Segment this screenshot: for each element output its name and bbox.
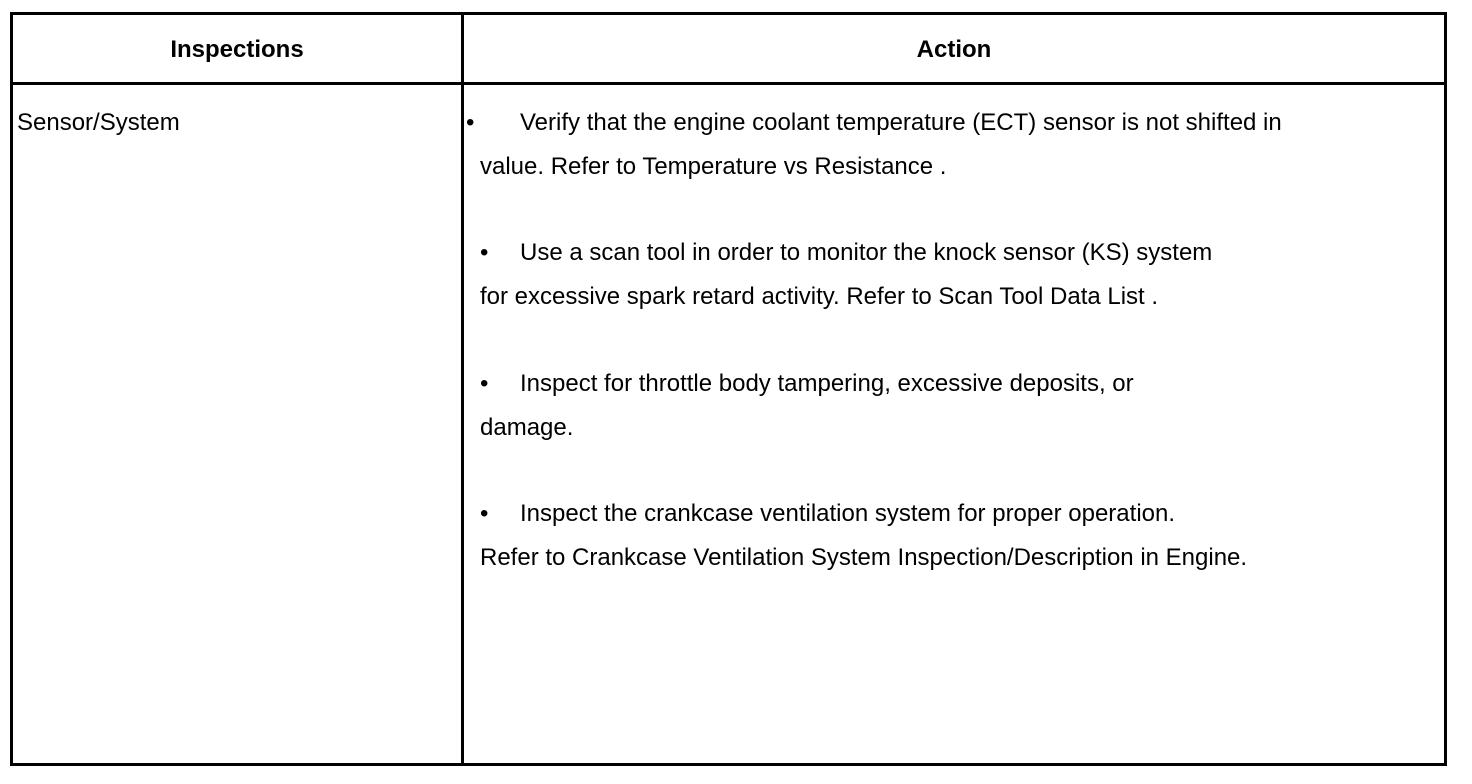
bullet-icon: • (466, 109, 475, 136)
action-line (480, 145, 1424, 189)
action-text: Inspect for throttle body tampering, excessive deposits, or (520, 370, 1134, 397)
header-divider (13, 82, 1444, 85)
action-line (466, 101, 1424, 145)
action-text: Verify that the engine coolant temperature (ECT) sensor is not shifted in (520, 109, 1282, 136)
action-line (480, 231, 1424, 275)
action-item (480, 362, 1424, 450)
action-item (466, 101, 1424, 189)
inspection-table (10, 12, 1447, 766)
column-divider (461, 15, 464, 763)
action-text: value. Refer to Temperature vs Resistance . (480, 153, 947, 180)
action-line (480, 275, 1424, 319)
bullet-icon: • (480, 370, 489, 397)
action-line (480, 536, 1424, 580)
bullet-icon: • (480, 239, 489, 266)
action-text: damage. (480, 414, 574, 441)
bullet-icon: • (480, 500, 489, 527)
action-item (480, 231, 1424, 319)
action-text: Use a scan tool in order to monitor the knock sensor (KS) system (520, 239, 1213, 266)
header-action: Action (916, 36, 992, 63)
action-text: for excessive spark retard activity. Refer to Scan Tool Data List . (480, 283, 1159, 310)
action-line (480, 362, 1424, 406)
action-item (480, 492, 1424, 580)
header-inspections: Inspections (170, 36, 304, 63)
action-line (480, 406, 1424, 450)
action-text: Inspect the crankcase ventilation system for proper operation. (520, 500, 1176, 527)
action-line (480, 492, 1424, 536)
action-text: Refer to Crankcase Ventilation System Inspection/Description in Engine. (480, 544, 1248, 571)
inspection-cell: Sensor/System (17, 109, 180, 136)
